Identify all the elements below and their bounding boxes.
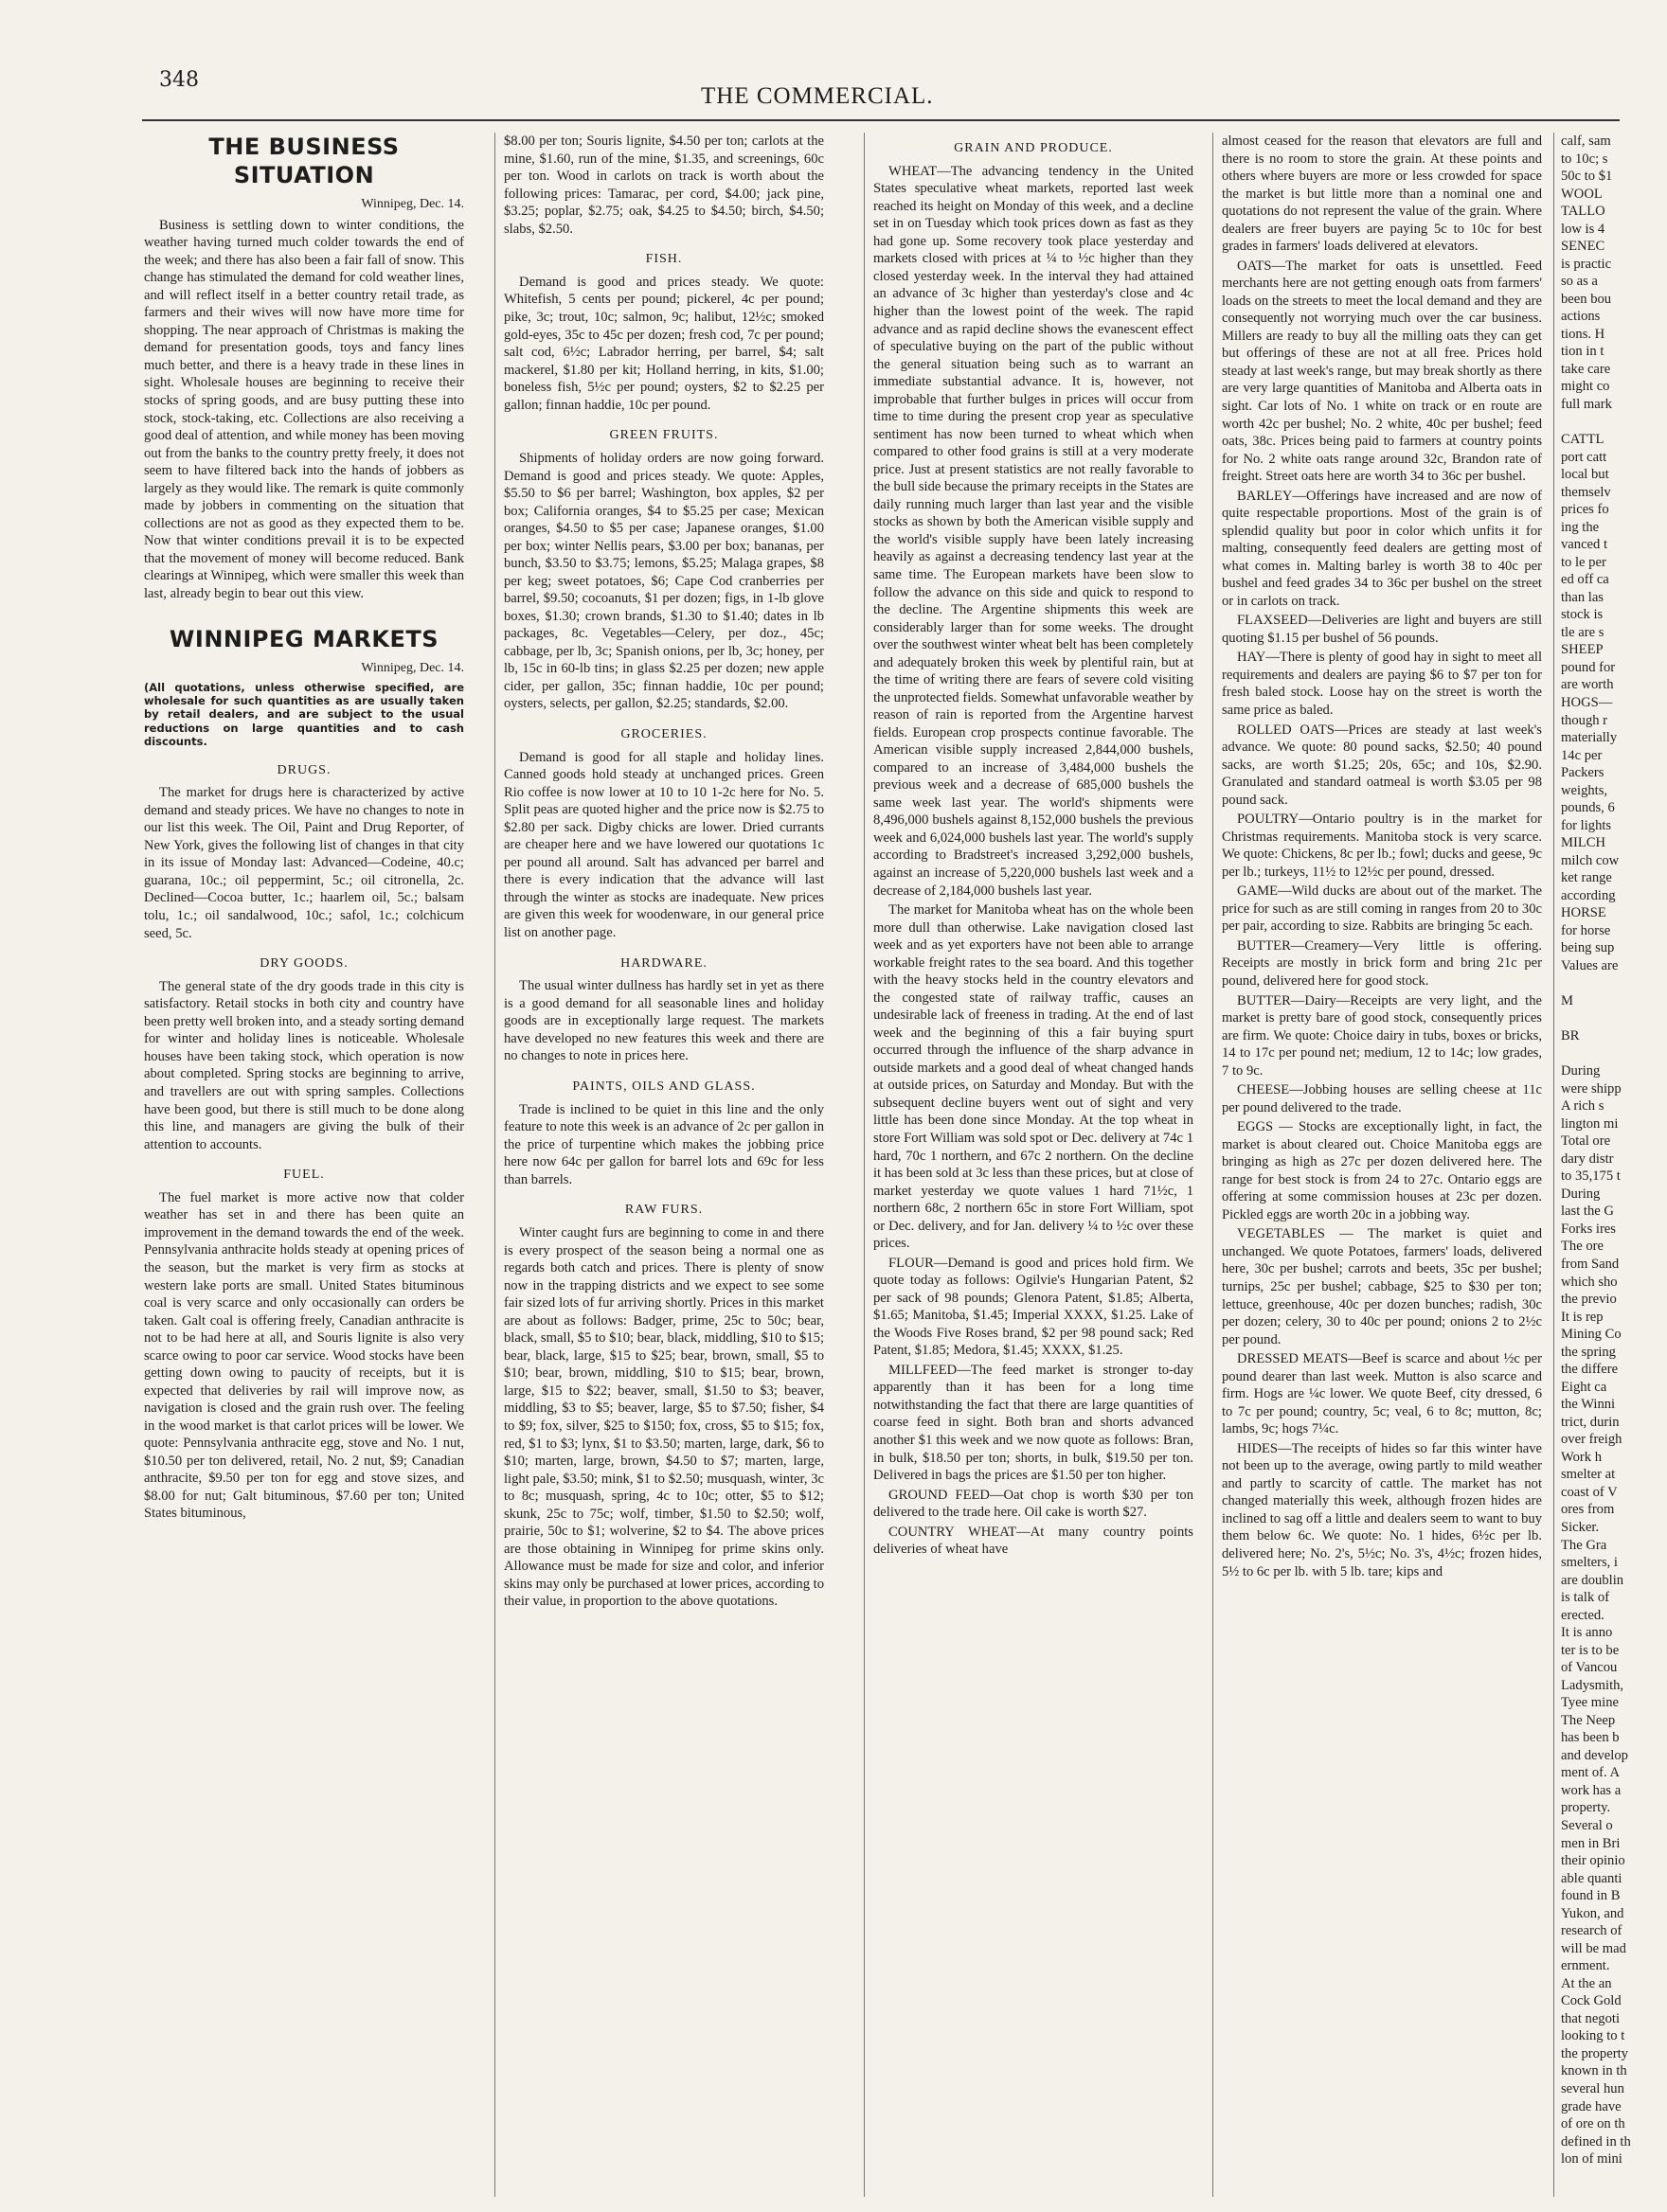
flaxseed-text: FLAXSEED—Deliveries are light and buyers are still quoting $1.15 per bushel of 56 pounds. [1222, 613, 1542, 646]
column-2 [504, 133, 824, 2197]
column-5-line: WOOL [1561, 186, 1603, 202]
business-situation-text: Business is settling down to winter conditions, the weather having turned much colder towards the end of the week; and there has also been a fair fall of snow. This change has stimulated the demand for cold weather lines, and will reflect itself in a better country retail trade, as farmers and their wives will now have more time for shopping. The near approach of Christmas is making the demand for presentation goods, toys and fancy lines much better, and there is a heavy trade in these lines in sight. Wholesale houses are beginning to receive their stocks of spring goods, and are busy putting these into stock, stock-taking, etc. Collections are also receiving a good deal of attention, and while money has been moving out from the banks to the country pretty freely, it does not seem to have filtered back into the hands of jobbers as largely as they would like. The remark is quite commonly made by jobbers in commenting on the situation that collections are not as good as they expected them to be. Now that winter conditions prevail it is to be expected that the movement of money will become reduced. Bank clearings at Winnipeg, which were smaller this week than last, already begin to bear out this view. [144, 217, 464, 601]
dressed-meats-text: DRESSED MEATS—Beef is scarce and about ½c per pound dearer than last week. Mutton is also scarce and firm. Hogs are ¼c lower. We quote Beef, city dressed, 6 to 7c per pound; country, 5c; veal, 6 to 8c; mutton, 8c; lambs, 9c; hogs 7¼c. [1222, 1351, 1542, 1437]
fuel-text: The fuel market is more active now that colder weather has set in and there has been quite an improvement in the demand towards the end of the week. Pennsylvania anthracite holds steady at opening prices of the season, but the market is very firm as stocks at western lake ports are small. United States bituminous coal is very scarce and only occasionally can orders be taken. Galt coal is offering freely, Canadian anthracite is not to be had here at all, and Souris lignite is also very scarce owing to poor car service. Wood stocks have been getting down owing to paucity of receipts, but it is expected that deliveries by rail will improve now, as navigation is closed and the grain rush over. The feeling in the wood market is that carlot prices will be lower. We quote: Pennsylvania anthracite egg, stove and No. 1 nut, $10.50 per ton delivered, retail, No. 2 nut, $9; Canadian anthracite, $9.50 per ton for egg and stove sizes, and $8.00 for nut; Galt bituminous, $7.60 per ton; United States bituminous, [144, 1189, 464, 1522]
column-5-line: HORSE [1561, 905, 1606, 921]
column-5-line: are doublin [1561, 1572, 1624, 1588]
column-5-line: has been b [1561, 1730, 1620, 1746]
column-5-line: low is 4 [1561, 221, 1605, 237]
column-divider [1212, 133, 1213, 2197]
column-5-line: full mark [1561, 396, 1612, 412]
column-5-line: Eight ca [1561, 1379, 1607, 1395]
column-5-line: The Gra [1561, 1537, 1607, 1553]
column-5-line: SHEEP [1561, 642, 1604, 658]
column-5-line: calf, sam [1561, 134, 1611, 149]
column-5-line: prices fo [1561, 502, 1609, 518]
column-5-line: pounds, 6 [1561, 800, 1615, 816]
hides-text: HIDES—The receipts of hides so far this winter have not been up to the average, owing partly to mild weather and partly to scarcity of cattle. The market has not changed materially this week, although frozen hides are inclined to sag off a little and dealers seem to want to buy them below 6c. We quote: No. 1 hides, 6½c per lb. delivered here; No. 2's, 5½c; No. 3's, 4½c; frozen hides, 5½ to 6c per lb. with 5 lb. tare; kips and [1222, 1440, 1542, 1579]
column-5-line: defined in th [1561, 2133, 1631, 2150]
column-5-line: tions. H [1561, 326, 1605, 342]
raw-furs-heading: RAW FURS. [624, 1203, 704, 1218]
column-5-line: several hun [1561, 2080, 1624, 2096]
column-5-line: ment of. A [1561, 1765, 1621, 1781]
column-5-line: the Winni [1561, 1397, 1616, 1413]
column-5-line: and develop [1561, 1747, 1628, 1763]
column-5-line: ores from [1561, 1502, 1615, 1518]
column-5-line: Values are [1561, 957, 1619, 973]
fuel-heading: FUEL. [283, 1168, 325, 1183]
column-5-line: to 10c; s [1561, 151, 1608, 167]
column-5-line: materially [1561, 730, 1618, 746]
wheat-text: WHEAT—The advancing tendency in the United States speculative wheat markets, reported last week reached its height on Monday of this week, and a decline set in on Tuesday which took prices down as fast as they had gone up. Some recovery took place yesterday and markets closed with prices at ¼ to ½c higher than they closed yesterday week. In the interval they had attained an advance of 3c higher than yesterday's close and 4c higher than the lowest point of the week. The rapid advance and as rapid decline shows the evanescent effect of speculative buying on the part of the public without the general situation being such as to warrant an immediate substantial advance. It is, however, not improbable that further bulges in prices will occur from time to time during the present crop year as speculative sentiment has now been turned to wheat which when compared to other food grains is still at a very moderate price. Just at present statistics are not really favorable to the bull side because the primary receipts in the States are daily running much larger than last year and the visible stocks as shown by both the American visible supply and the world's visible supply have been lately increasing heavily as against a decreasing tendency last year at the same time. The European markets have been slow to follow the advance on this side and quick to respond to the decline. The Argentine shipments this week are considerably larger than for some weeks. The drought over the southwest winter wheat belt has been completely and adequately broken this week by plentiful rain, but at the time of writing there are fears of severe cold visiting the unprotected fields. Somewhat unfavorable weather by reason of rain is reported from the Argentine harvest fields. European crop prospects continue favorable. The American visible supply increased 2,844,000 bushels, compared to an increase of 3,484,000 bushels the previous week and a decrease of 685,000 bushels the same week last year. The world's shipments were 8,496,000 bushels against 8,152,000 bushels the previous week and 6,024,000 bushels last year. The world's supply according to Bradstreet's increased 3,292,000 bushels, against an increase of 5,220,000 bushels last week and a decrease of 2,184,000 bushels last year. [873, 163, 1193, 899]
column-5-line: found in B [1561, 1888, 1621, 1904]
column-5-line: to 35,175 t [1561, 1168, 1621, 1185]
column-5-line: Cock Gold [1561, 1993, 1622, 2009]
column-5-line: of ore on th [1561, 2116, 1625, 2132]
drugs-heading: DRUGS. [277, 762, 332, 777]
column-5-line: erected. [1561, 1607, 1604, 1623]
column-5-line: been bou [1561, 291, 1612, 307]
column-5-line: property. [1561, 1800, 1611, 1816]
flour-text: FLOUR—Demand is good and prices hold firm. We quote today as follows: Ogilvie's Hungarian Patent, $2 per sack of 98 pounds; Glenora Patent, $1.85; Alberta, $1.65; Manitoba, $1.45; Imperial XXXX, $1.25. Lake of the Woods Five Roses brand, $2 per 98 pound sack; Red Patent, $1.85; Medora, $1.45; XXXX, $1.25. [873, 1255, 1193, 1359]
column-5-line: Tyee mine [1561, 1695, 1619, 1711]
column-5-line [1561, 1010, 1667, 1028]
column-5-line: local but [1561, 467, 1609, 483]
column-5-line: It is rep [1561, 1309, 1604, 1325]
column-5-line: research of [1561, 1923, 1622, 1939]
column-5-line [1561, 975, 1667, 993]
quotations-note: (All quotations, unless otherwise specified, are wholesale for such quantities as are usually taken by retail dealers, and are subject to the usual reductions on large quantities and to cash discounts. [144, 680, 464, 749]
column-5-line: for lights [1561, 817, 1612, 833]
column-5-line: men in Bri [1561, 1835, 1621, 1851]
column-5-line: to le per [1561, 554, 1606, 570]
column-5-line: which sho [1561, 1274, 1618, 1290]
column-5-line: 14c per [1561, 747, 1603, 763]
dry-goods-text: The general state of the dry goods trade in this city is satisfactory. Retail stocks in both city and country have been pretty well broken into, and a steady sorting demand for winter and holiday lines is noticeable. Wholesale houses have been taking stock, which operation is now about completed. Spring stocks are beginning to arrive, and travellers are out with spring samples. Collections have been good, but there is still much to be done along this line, and managers are giving the bulk of their attention to accounts. [144, 978, 464, 1152]
barley-text: BARLEY—Offerings have increased and are now of quite respectable proportions. Most of the grain is of splendid quality but poor in color which unfits it for malting, consequently feed dealers are getting most of what comes in. Malting barley is worth 38 to 40c per bushel and feed grades 34 to 36c per bushel on the street or in carlots on track. [1222, 488, 1542, 609]
paints-oils-glass-heading: PAINTS, OILS AND GLASS. [572, 1079, 756, 1094]
column-3 [873, 133, 1193, 2197]
column-5-line: smelter at [1561, 1467, 1616, 1483]
column-divider [864, 133, 865, 2197]
column-5-line: BR [1561, 1028, 1580, 1044]
column-5-line: Forks ires [1561, 1221, 1616, 1237]
business-dateline: Winnipeg, Dec. 14. [361, 196, 464, 211]
hardware-heading: HARDWARE. [620, 955, 708, 971]
column-divider [1553, 133, 1554, 2197]
green-fruits-text: Shipments of holiday orders are now going forward. Demand is good and prices steady. We quote: Apples, $5.50 to $6 per barrel; Washington, box apples, $2 per box; California oranges, $4 to $5.25 per case; Mexican oranges, $4.50 to $5 per case; Japanese oranges, $1.00 per box; winter Nellis pears, $3.00 per box; bananas, per bunch, $3.50 to $3.75; lemons, $5.25; Malaga grapes, $8 per keg; sweet potatoes, $6; Cape Cod cranberries per barrel, $9.50; cocoanuts, $1 per dozen; figs, in 1-lb glove boxes, $1.30; crown brands, $1.30 to $1.40; dates in lb packages, 8c. Vegetables—Celery, per doz., 45c; cabbage, per lb, 3c; Spanish onions, per lb, 3c; honey, per lb, 15c in 60-lb tins; in glass $2.25 per dozen; new apple cider, per gallon, 35c; finnan haddie, 10c per pound; oysters, selects, per gallon, $2.25; standards, $2.00. [504, 450, 824, 712]
column-5-line: coast of V [1561, 1484, 1618, 1500]
column-5-line: of Vancou [1561, 1660, 1618, 1676]
game-text: GAME—Wild ducks are about out of the market. The price for such as are still coming in ranges from 20 to 30c per pair, according to size. Rabbits are bringing 5c each. [1222, 883, 1542, 935]
column-5-line: The Neep [1561, 1712, 1616, 1728]
column-5-line: Ladysmith, [1561, 1677, 1624, 1693]
column-5-line: During [1561, 1063, 1601, 1079]
hardware-text: The usual winter dullness has hardly set in yet as there is a good demand for all seasonable lines and holiday goods are in exceptionally large request. The markets have developed no new features this week and there are no changes to note in prices here. [504, 978, 824, 1064]
column-5-line: CATTL [1561, 432, 1604, 448]
dry-goods-heading: DRY GOODS. [260, 956, 349, 972]
column-5-line: TALLO [1561, 204, 1605, 220]
column-5-line: according [1561, 887, 1616, 903]
column-5-line: Yukon, and [1561, 1905, 1624, 1921]
column-5-line: tion in t [1561, 344, 1604, 360]
butter-creamery-text: BUTTER—Creamery—Very little is offering. Receipts are mostly in brick form and bring 21c per pound, delivered here for good stock. [1222, 937, 1542, 989]
poultry-text: POULTRY—Ontario poultry is in the market for Christmas requirements. Manitoba stock is very scarce. We quote: Chickens, 8c per lb.; fowl; ducks and geese, 9c per lb.; turkeys, 11½ to 12½c per pound, dressed. [1222, 812, 1542, 880]
ground-feed-text: GROUND FEED—Oat chop is worth $30 per ton delivered to the trade here. Oil cake is worth $27. [873, 1487, 1193, 1521]
column-5-line: Total ore [1561, 1133, 1611, 1150]
column-5-line: were shipp [1561, 1080, 1622, 1097]
rolled-oats-text: ROLLED OATS—Prices are steady at last week's advance. We quote: 80 pound sacks, $2.50; 40 pound sacks, are worth $1.25; 20s, 65c; and 10s, $2.90. Granulated and standard oatmeal is worth $3.05 per 98 pound sack. [1222, 722, 1542, 808]
masthead-title: THE COMMERCIAL. [701, 83, 934, 109]
markets-dateline: Winnipeg, Dec. 14. [361, 660, 464, 675]
column-divider [494, 133, 495, 2197]
manitoba-wheat-text: The market for Manitoba wheat has on the whole been more dull than otherwise. Lake navigation closed last week and as yet exporters have not been able to arrange workable freight rates to the sea board. And this together with the heavy stocks held in the country elevators and the congested state of railway traffic, causes an undesirable lack of freeness in trading. At the end of last week and the beginning of this a fair buying spurt occurred through the influence of the sharp advance in outside markets and a good deal of wheat changed hands at outside prices, on Saturday and Monday. But with the subsequent decline buyers went out of sight and very little has been done since Monday. At the top wheat in store Fort William was sold spot or Dec. delivery at 74c 1 hard, 70c 1 northern, and 67c 2 northern. On the decline it has been sold at 3c less than these prices, but at close of market yesterday we quote values 1 hard 71½c, 1 northern 68c, 2 northern 65c in store Fort William, spot or Dec. delivery, and for Jan. delivery ¼ to ½c over these prices. [873, 902, 1193, 1252]
column-5-line: over freigh [1561, 1432, 1622, 1448]
column-5-line: last the G [1561, 1204, 1614, 1220]
oats-text: OATS—The market for oats is unsettled. Feed merchants here are not getting enough oats from farmers' loads on the streets to meet the local demand and they are consequently not worrying much over the car business. Millers are ready to buy all the milling oats they can get but offerings of these are not at all free. Prices hold steady at last week's range, but may break shortly as there are very large quantities of Manitoba and Alberta oats in sight. Car lots of No. 1 white on track or en route are worth 42c per bushel; No. 2 white, 40c per bushel; feed oats, 38c. Prices being paid to farmers at country points for No. 2 white oats range around 32c, Brandon rate of freight. Street oats here are worth 34 to 36c per bushel. [1222, 258, 1542, 485]
column-5-line: 50c to $1 [1561, 169, 1613, 185]
millfeed-text: MILLFEED—The feed market is stronger to-day apparently than it has been for a long time notwithstanding the fact that there are large quantities of coarse feed in sight. Both bran and shorts advanced another $1 this week and we now quote as follows: Bran, in bulk, $18.50 per ton; shorts, in bulk, $19.50 per ton. Delivered in bags the prices are $1.50 per ton higher. [873, 1362, 1193, 1484]
eggs-text: EGGS — Stocks are exceptionally light, in fact, the market is about cleared out. Choice Manitoba eggs are bringing as high as 27c per dozen delivered here. The range for best stock is from 24 to 27c. Ontario eggs are offering at some commission houses at 23c per dozen. Pickled eggs are worth 20c in a jobbing way. [1222, 1119, 1542, 1222]
column-5-line: tle are s [1561, 624, 1604, 640]
column-5-line: HOGS— [1561, 695, 1613, 710]
header-rule [142, 119, 1620, 121]
page-number: 348 [159, 68, 199, 92]
column-5-line: At the an [1561, 1975, 1612, 1991]
column-5-line: weights, [1561, 782, 1608, 798]
column-5-line: than las [1561, 589, 1604, 605]
column-5-line: grade have [1561, 2098, 1622, 2114]
column-5-line: work has a [1561, 1782, 1622, 1798]
column-5-line [1561, 414, 1667, 432]
column-5-line: M [1561, 993, 1573, 1009]
column-5-line: Sicker. [1561, 1519, 1600, 1535]
column-5-line: though r [1561, 712, 1608, 728]
column-5-line: the differe [1561, 1362, 1619, 1378]
country-wheat-continued: almost ceased for the reason that elevators are full and there is no room to store the grain. At these points and others where buyers are more or less crowded for space the market is but little more than a nominal one and quotations do not represent the value of the grain. Where dealers are freer buyers are paying 5c to 10c for best grades in farmers' loads delivered at elevators. [1222, 134, 1542, 255]
grain-produce-heading: GRAIN AND PRODUCE. [954, 141, 1113, 155]
column-5-line: The ore [1561, 1239, 1604, 1255]
groceries-heading: GROCERIES. [620, 726, 708, 741]
vegetables-text: VEGETABLES — The market is quiet and unchanged. We quote Potatoes, farmers' loads, delivered here, 30c per bushel; carrots and beets, 35c per bushel; turnips, 25c per bushel; cabbage, $25 to $30 per ton; lettuce, greenhouse, 40c per dozen bunches; radish, 30c per dozen; celery, 30 to 40c per pound; onions 2 to 2½c per pound. [1222, 1226, 1542, 1347]
column-5-line: for horse [1561, 922, 1611, 938]
paints-oils-glass-text: Trade is inclined to be quiet in this line and the only feature to note this week is an advance of 2c per gallon in the price of turpentine which makes the jobbing price here now 64c per gallon for barrel lots and 69c for less than barrels. [504, 1101, 824, 1187]
column-5-line: SENEC [1561, 239, 1605, 255]
column-5-line: that negoti [1561, 2010, 1621, 2026]
column-5-line: so as a [1561, 274, 1598, 290]
column-5-line: smelters, i [1561, 1555, 1618, 1571]
column-5-line: lington mi [1561, 1115, 1619, 1132]
raw-furs-text: Winter caught furs are beginning to come in and there is every prospect of the season being a normal one as regards both catch and prices. There is plenty of snow now in the trapping districts and we expect to see some fair sized lots of fur arriving shortly. Prices in this market are about as follows: Badger, prime, 25c to 50c; bear, black, small, $5 to $10; bear, black, middling, $10 to $15; bear, black, large, $15 to $25; bear, brown, small, $5 to $10; bear, brown, middling, $10 to $15; bear, brown, large, $15 to $22; beaver, small, $1.50 to $3; beaver, middling, $3 to $5; beaver, large, $5 to $7.50; fisher, $4 to $9; fox, silver, $25 to $150; fox, cross, $5 to $15; fox, red, $1 to $3; lynx, $1 to $3.50; marten, large, dark, $6 to $10; marten, large, brown, $4.50 to $7; marten, large, light pale, $3.50; mink, $1 to $2.50; musquash, winter, 3c to 8c; musquash, spring, 4c to 10c; otter, $5 to $12; skunk, 25c to 75c; wolf, timber, $1.50 to $2.50; wolf, prairie, 50c to $1; wolverine, $2 to $4. The above prices are those obtaining in Winnipeg for prime skins only. Allowance must be made for size and color, and inferior skins may only be purchased at lower prices, according to their value, in proportion to the above quotations. [504, 1225, 824, 1610]
column-5-line: Mining Co [1561, 1327, 1622, 1343]
column-5-line: ing the [1561, 519, 1600, 535]
column-5-line: is practic [1561, 256, 1612, 272]
column-5-line: trict, durin [1561, 1414, 1620, 1430]
butter-dairy-text: BUTTER—Dairy—Receipts are very light, and the market is pretty bare of good stock, consequently prices are firm. We quote: Choice dairy in tubs, boxes or bricks, 14 to 17c per pound net; medium, 12 to 14c; low grades, 7 to 9c. [1222, 992, 1542, 1079]
column-5-line: Packers [1561, 765, 1604, 781]
fish-heading: FISH. [645, 252, 683, 267]
cheese-text: CHEESE—Jobbing houses are selling cheese at 11c per pound delivered to the trade. [1222, 1082, 1542, 1115]
column-5-line: MILCH [1561, 835, 1606, 851]
column-5-partial [1561, 133, 1667, 2197]
column-5-line: known in th [1561, 2063, 1627, 2079]
column-5-line: pound for [1561, 659, 1616, 675]
column-5-line: the property [1561, 2045, 1628, 2061]
green-fruits-heading: GREEN FRUITS. [609, 428, 719, 443]
column-5-line: the previo [1561, 1292, 1617, 1308]
column-5-line: A rich s [1561, 1098, 1604, 1115]
column-5-line: ernment. [1561, 1958, 1610, 1974]
fish-text: Demand is good and prices steady. We quote: Whitefish, 5 cents per pound; pickerel, 4c per pound; pike, 3c; trout, 10c; salmon, 9c; halibut, 12½c; smoked gold-eyes, 35c to 45c per dozen; fresh cod, 7c per pound; salt cod, 6½c; Labrador herring, per barrel, $4; salt mackerel, $1.80 per kit; Holland herring, in kits, $1.00; boneless fish, 5½c per pound; oysters, $2 to $2.25 per gallon; finnan haddie, 10c per pound. [504, 274, 824, 413]
column-5-line: from Sand [1561, 1257, 1620, 1272]
column-5-line: lon of mini [1561, 2151, 1622, 2167]
column-5-line: ter is to be [1561, 1642, 1620, 1658]
column-5-line: actions [1561, 309, 1601, 325]
column-5-line: It is anno [1561, 1625, 1613, 1641]
column-5-line [1561, 1045, 1667, 1063]
fuel-continued-text: $8.00 per ton; Souris lignite, $4.50 per ton; carlots at the mine, $1.60, run of the mine, $1.35, and screenings, 60c per ton. Wood in carlots on track is worth about the following prices: Tamarac, per cord, $4.00; jack pine, $3.25; poplar, $2.75; oak, $4.25 to $4.50; birch, $4.50; slabs, $2.50. [504, 134, 824, 237]
column-5-line: their opinio [1561, 1853, 1625, 1869]
winnipeg-markets-heading: WINNIPEG MARKETS [169, 626, 439, 653]
column-5-line: ket range [1561, 870, 1612, 886]
column-5-line: are worth [1561, 677, 1614, 693]
groceries-text: Demand is good for all staple and holiday lines. Canned goods hold steady at unchanged prices. Green Rio coffee is now lower at 10 to 10 1-2c here for No. 5. Split peas are quoted higher and the price now is $2.75 to $2.80 per sack. Digby chicks are lower. Dried currants are cheaper here and we have lowered our quotations 1c per pound all around. Salt has advanced per barrel and there is every indication that the advance will last through the winter as stocks are inadequate. New prices are given this week for woodenware, in our general price list on another page. [504, 749, 824, 941]
column-5-line: looking to t [1561, 2028, 1625, 2044]
drugs-text: The market for drugs here is characterized by active demand and steady prices. We have no changes to note in our list this week. The Oil, Paint and Drug Reporter, of New York, gives the following list of changes in that city in its issue of Monday last: Advanced—Codeine, 40.c; guarana, 10c.; oil peppermint, 5c.; oil citronella, 2c. Declined—Cocoa butter, 1c.; haarlem oil, 5c.; balsam tolu, 1c.; oil sandalwood, 10c.; safol, 1c.; colchicum seed, 5c. [144, 785, 464, 941]
column-5-line: themselv [1561, 484, 1611, 500]
column-5-line: take care [1561, 361, 1611, 377]
column-5-line: is talk of [1561, 1590, 1610, 1606]
column-5-line: able quanti [1561, 1870, 1622, 1886]
country-wheat-text: COUNTRY WHEAT—At many country points deliveries of wheat have [873, 1524, 1193, 1558]
column-5-line: will be mad [1561, 1940, 1626, 1956]
column-5-line: stock is [1561, 607, 1604, 623]
column-5-line: ed off ca [1561, 572, 1609, 588]
hay-text: HAY—There is plenty of good hay in sight to meet all requirements and dealers are paying $6 to $7 per ton for fresh baled stock. Loose hay on the street is worth the same price as baled. [1222, 650, 1542, 718]
column-4 [1222, 133, 1542, 2197]
column-5-line: vanced t [1561, 537, 1608, 553]
column-5-line: milch cow [1561, 852, 1620, 868]
column-1 [144, 133, 464, 2197]
column-5-line: Work h [1561, 1449, 1603, 1465]
column-5-line: During [1561, 1186, 1601, 1202]
column-5-line: the spring [1561, 1344, 1616, 1360]
column-5-line: port catt [1561, 449, 1607, 465]
column-5-line: Several o [1561, 1818, 1613, 1833]
column-5-line: might co [1561, 379, 1610, 395]
column-5-line: dary distr [1561, 1151, 1614, 1167]
column-5-line: being sup [1561, 940, 1615, 956]
business-situation-heading: THE BUSINESS SITUATION [208, 134, 400, 189]
